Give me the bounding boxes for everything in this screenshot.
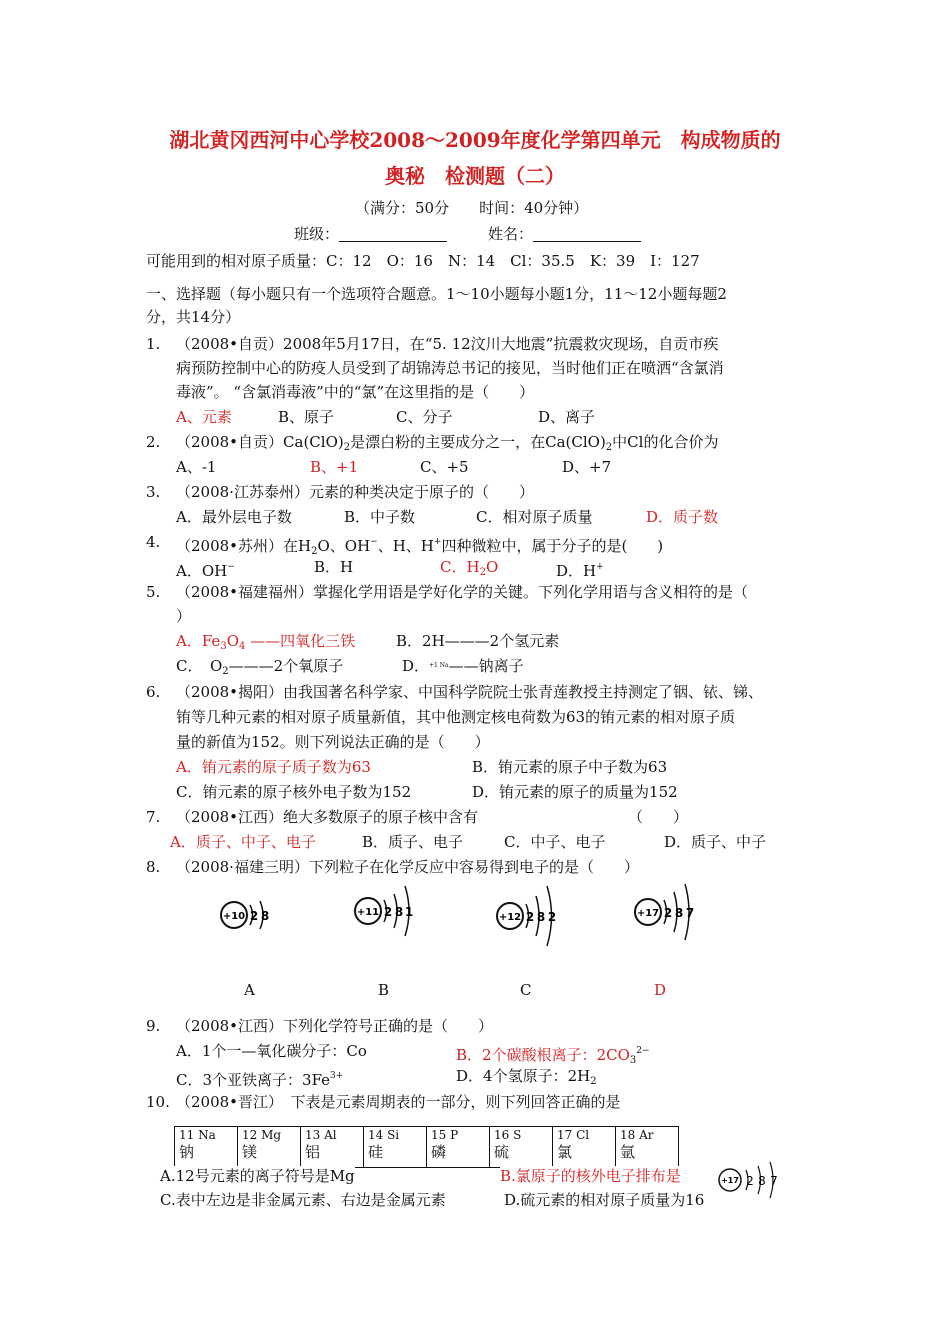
q2-stem-b: 是漂白粉的主要成分之一，在Ca(ClO) — [350, 433, 606, 451]
q7-option-d: D．质子、中子 — [664, 833, 767, 851]
svg-text:8: 8 — [674, 906, 684, 920]
svg-text:+17: +17 — [721, 1176, 739, 1185]
q8-label-a: A — [244, 981, 255, 999]
q5-option-c: C． $O_2———2$个氧原子 — [176, 657, 344, 677]
q4-sub: 2 — [311, 546, 318, 557]
section-heading-line-2: 分，共14分） — [146, 308, 241, 326]
q4-option-b: B．H — [314, 558, 354, 576]
q1-stem-3: 毒液”。 “含氯消毒液”中的“氯”在这里指的是（ ） — [176, 383, 535, 401]
q8-label-c: C — [520, 981, 532, 999]
atomic-masses: 可能用到的相对原子质量：C：12 O：16 N：14 Cl：35.5 K：39 I：127 — [146, 252, 700, 270]
q5-stem-2: ） — [176, 607, 192, 625]
q5-option-d: D．+1 Na——钠离子 — [402, 657, 524, 675]
svg-text:2: 2 — [383, 905, 393, 919]
q3-option-c: C．相对原子质量 — [476, 508, 593, 526]
title-line-1: 湖北黄冈西河中心学校2008～2009年度化学第四单元 构成物质的 — [169, 128, 781, 152]
q8-label-b: B — [378, 981, 390, 999]
element-cell: 17 Cl 氯 — [553, 1127, 616, 1168]
q9-option-a: A．1个一—氧化碳分子：Co — [176, 1042, 367, 1060]
q5-option-a: A．$Fe_3O_4$ ——四氧化三铁 — [176, 632, 356, 652]
q7-option-c: C．中子、电子 — [504, 833, 606, 851]
q4-option-c: C．$H_2O$ — [440, 558, 499, 578]
q10-number: 10. — [146, 1093, 170, 1111]
svg-text:7: 7 — [770, 1174, 778, 1188]
q1-number: 1. — [146, 335, 161, 353]
q6-number: 6. — [146, 683, 161, 701]
q4-option-a: A．OH− — [176, 562, 235, 580]
element-cell: 16 S 硫 — [490, 1127, 553, 1168]
svg-text:2: 2 — [547, 910, 557, 924]
q4-stem-d: 四种微粒中，属于分子的是( ) — [441, 537, 664, 555]
q2-option-c: C、+5 — [420, 458, 469, 476]
element-cell: 12 Mg 镁 — [238, 1127, 301, 1168]
q8-label-d: D — [654, 981, 667, 999]
q1-stem-2: 病预防控制中心的防疫人员受到了胡锦涛总书记的接见，当时他们正在喷洒“含氯消 — [176, 359, 724, 377]
q1-stem-1: （2008•自贡）2008年5月17日，在“5. 12汶川大地震”抗震救灾现场，自贡市疾 — [176, 335, 719, 353]
svg-text:2: 2 — [746, 1174, 754, 1188]
q1-option-a: A、元素 — [176, 408, 232, 426]
q3-stem: （2008·江苏泰州）元素的种类决定于原子的（ ） — [176, 483, 534, 501]
q1-option-d: D、离子 — [538, 408, 596, 426]
name-field — [488, 224, 641, 244]
exam-meta: （满分：50分 时间：40分钟） — [355, 199, 589, 217]
q2-stem — [176, 432, 718, 458]
q9-number: 9. — [146, 1017, 161, 1035]
q4-stem-c: 、H、H — [377, 537, 434, 555]
svg-text:7: 7 — [685, 906, 695, 920]
q2-option-a: A、-1 — [176, 458, 217, 476]
class-blank[interactable] — [339, 226, 447, 242]
q3-option-a: A．最外层电子数 — [176, 508, 292, 526]
q7-paren: （ ） — [628, 808, 689, 826]
element-cell: 11 Na 钠 — [175, 1127, 238, 1168]
q2-option-b: B、+1 — [310, 458, 359, 476]
atom-diagram-a — [214, 885, 276, 945]
svg-text:8: 8 — [758, 1174, 766, 1188]
element-cell: 15 P 磷 — [427, 1127, 490, 1168]
q4-sup-1: − — [370, 537, 378, 547]
sodium-ion-notation: +1 Na — [429, 662, 449, 669]
q8-stem: （2008·福建三明）下列粒子在化学反应中容易得到电子的是（ ） — [176, 858, 639, 876]
section-heading-line-1: 一、选择题（每小题只有一个选项符合题意。1～10小题每小题1分，11～12小题每题2 — [146, 285, 727, 303]
q7-stem: （2008•江西）绝大多数原子的原子核中含有 — [176, 808, 479, 826]
q4-stem-b: O、OH — [317, 537, 371, 555]
svg-text:1: 1 — [404, 905, 414, 919]
q10-option-c: C.表中左边是非金属元素、右边是金属元素 — [160, 1191, 446, 1209]
q7-option-a: A．质子、中子、电子 — [170, 833, 316, 851]
q4-sup-2: + — [433, 537, 442, 547]
periodic-table-excerpt — [174, 1126, 679, 1168]
q9-stem: （2008•江西）下列化学符号正确的是（ ） — [176, 1017, 494, 1035]
q6-option-d: D．铕元素的原子的质量为152 — [472, 783, 678, 801]
class-field — [294, 224, 447, 244]
q6-option-c: C．铕元素的原子核外电子数为152 — [176, 783, 412, 801]
q10-option-a: A.12号元素的离子符号是Mg — [160, 1167, 355, 1185]
svg-text:8: 8 — [394, 905, 404, 919]
element-cell: 13 Al 铝 — [301, 1127, 364, 1168]
q9-option-b: B．2个碳酸根离子：$2CO_3^{2-}$ — [456, 1046, 650, 1066]
q8-number: 8. — [146, 858, 161, 876]
q6-stem-3: 量的新值为152。则下列说法正确的是（ ） — [176, 733, 490, 751]
atom-diagram-d — [628, 878, 702, 946]
q9-option-c: C．3个亚铁离子：$3Fe^{3+}$ — [176, 1071, 344, 1089]
q4-option-d: D．H+ — [556, 562, 604, 580]
q2-sub-2: 2 — [605, 442, 613, 453]
svg-text:2: 2 — [249, 909, 259, 923]
q6-stem-2: 铕等几种元素的相对原子质量新值，其中他测定核电荷数为63的铕元素的相对原子质 — [176, 708, 736, 726]
svg-text:+11: +11 — [356, 907, 380, 918]
svg-text:+12: +12 — [498, 912, 522, 923]
name-label: 姓名： — [488, 225, 534, 243]
svg-text:+10: +10 — [222, 911, 246, 922]
q7-number: 7. — [146, 808, 161, 826]
svg-text:2: 2 — [663, 906, 673, 920]
q3-number: 3. — [146, 483, 161, 501]
element-cell: 18 Ar 氩 — [616, 1127, 679, 1168]
svg-text:2: 2 — [525, 910, 535, 924]
q5-option-b: B．2H———2个氢元素 — [396, 632, 560, 650]
svg-text:8: 8 — [260, 909, 270, 923]
q7-option-b: B．质子、电子 — [362, 833, 464, 851]
q2-option-d: D、+7 — [562, 458, 612, 476]
q6-option-b: B．铕元素的原子中子数为63 — [472, 758, 668, 776]
class-label: 班级： — [294, 225, 340, 243]
atom-diagram-c — [490, 880, 564, 950]
q10-chlorine-atom-diagram — [716, 1160, 786, 1200]
q10-option-b: B.氯原子的核外电子排布是 — [500, 1167, 681, 1185]
svg-text:+17: +17 — [636, 908, 660, 919]
q10-stem: （2008•晋江） 下表是元素周期表的一部分，则下列回答正确的是 — [176, 1093, 621, 1111]
q2-stem-a: （2008•自贡）Ca(ClO) — [176, 433, 344, 451]
q9-option-d: D．4个氢原子：$2H_2$ — [456, 1067, 597, 1087]
q2-number: 2. — [146, 433, 161, 451]
q5-stem-1: （2008•福建福州）掌握化学用语是学好化学的关键。下列化学用语与含义相符的是（ — [176, 583, 749, 601]
q2-stem-c: 中Cl的化合价为 — [612, 433, 719, 451]
q4-stem-a: （2008•苏州）在H — [176, 537, 312, 555]
q1-option-c: C、分子 — [396, 408, 453, 426]
q5-number: 5. — [146, 583, 161, 601]
q1-option-b: B、原子 — [278, 408, 335, 426]
q4-number: 4. — [146, 533, 161, 551]
q2-sub-1: 2 — [343, 442, 351, 453]
q6-stem-1: （2008•揭阳）由我国著名科学家、中国科学院院士张青莲教授主持测定了铟、铱、锑、 — [176, 683, 764, 701]
q10-option-d: D.硫元素的相对原子质量为16 — [504, 1191, 705, 1209]
svg-text:8: 8 — [536, 910, 546, 924]
q3-option-d: D．质子数 — [646, 508, 719, 526]
name-blank[interactable] — [533, 226, 641, 242]
q6-option-a: A．铕元素的原子质子数为63 — [176, 758, 371, 776]
element-cell: 14 Si 硅 — [364, 1127, 427, 1168]
q3-option-b: B．中子数 — [344, 508, 416, 526]
title-line-2: 奥秘 检测题（二） — [385, 164, 565, 188]
atom-diagram-b — [348, 878, 422, 944]
